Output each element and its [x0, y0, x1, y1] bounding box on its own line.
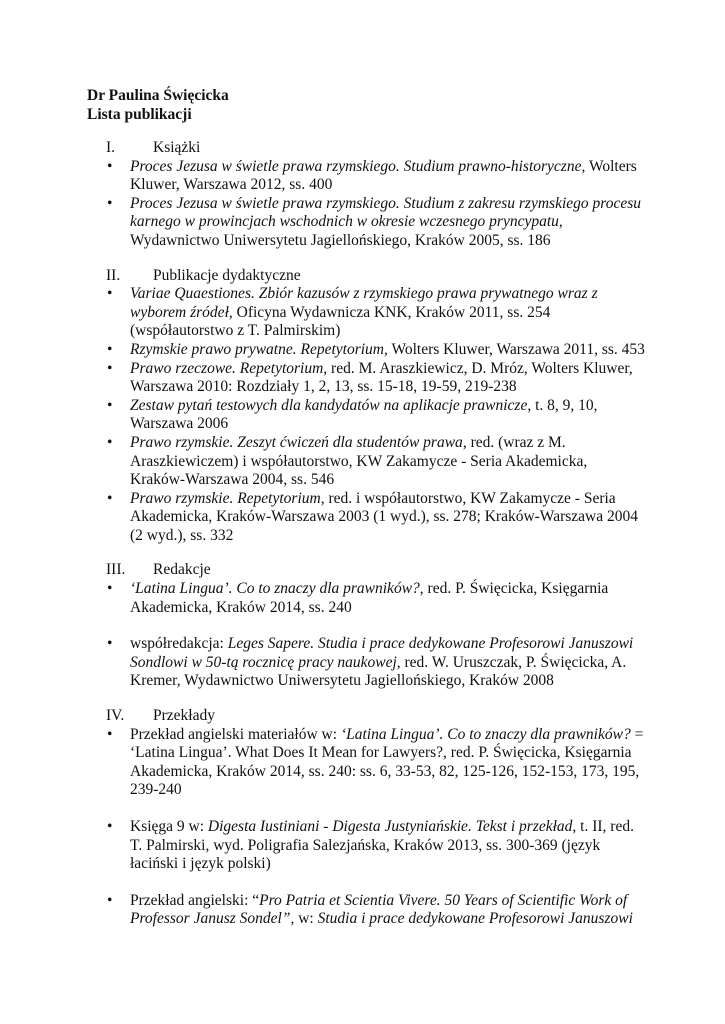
bullet-icon: •: [107, 285, 113, 303]
bullet-icon: •: [107, 818, 113, 835]
publication-item: [106, 580, 646, 617]
citation-text: współredakcja:: [130, 635, 228, 653]
publication-item: [106, 490, 646, 546]
italic-title: Prawo rzymskie. Zeszyt ćwiczeń dla studentów prawa: [130, 433, 463, 451]
section-2: [106, 267, 646, 546]
italic-title: Pro Patria et Scientia Vivere. 50 Years of Scientific Work of Professor Janusz Sondel”: [130, 891, 628, 928]
section-3: [106, 561, 646, 691]
bullet-icon: •: [107, 635, 113, 653]
publication-item: [106, 341, 646, 360]
citation-text: , Wolters Kluwer, Warszawa 2011, ss. 453: [383, 340, 645, 358]
citation-text: , Wolters Kluwer, Warszawa 2012, ss. 400: [130, 157, 637, 194]
publication-items: [106, 285, 646, 545]
section-title: [106, 267, 646, 286]
bullet-icon: •: [107, 580, 113, 598]
section-number: IV.: [106, 707, 125, 725]
citation-text: , w:: [290, 910, 318, 928]
citation-text: Przekład angielski materiałów w:: [130, 725, 341, 743]
publication-list: [106, 139, 646, 945]
publication-items: [106, 580, 646, 691]
section-number: I.: [106, 139, 116, 156]
bullet-icon: •: [107, 359, 113, 377]
publication-items: [106, 158, 646, 251]
section-title-text: Przekłady: [153, 707, 215, 725]
italic-title: Proces Jezusa w świetle prawa rzymskiego. Studium prawno-historyczne: [130, 157, 582, 175]
document-header: [87, 86, 229, 124]
publication-item: [106, 158, 646, 195]
italic-title: Variae Quaestiones. Zbiór kazusów z rzymskiego prawa prywatnego wraz z wyborem źródeł: [130, 285, 598, 321]
italic-title: Prawo rzeczowe. Repetytorium: [130, 359, 324, 377]
publication-item: [106, 726, 646, 800]
publication-item: [106, 397, 646, 434]
section-title: [106, 561, 646, 580]
bullet-icon: •: [107, 340, 113, 358]
citation-text: , t. 8, 9, 10, Warszawa 2006: [130, 396, 598, 433]
section-1: [106, 139, 646, 251]
citation-text: , red. P. Święcicka, Księgarnia Akademicka, Kraków 2014, ss. 240: [130, 580, 609, 616]
citation-text: , t. II, red. T. Palmirski, wyd. Poligrafia Salezjańska, Kraków 2013, ss. 300-369 (język łaciński i język polski): [130, 818, 634, 873]
publication-item: [106, 892, 646, 929]
italic-title: Digesta Iustiniani - Digesta Justyniańskie. Tekst i przekład: [207, 818, 573, 835]
section-number: II.: [106, 266, 121, 284]
section-number: III.: [106, 561, 126, 579]
italic-title: Leges Sapere. Studia i prace dedykowane Profesorowi Januszowi Sondlowi w 50-tą rocznicę pracy naukowej: [130, 635, 634, 671]
author-name: Dr Paulina Święcicka: [87, 87, 229, 104]
section-title: [106, 707, 646, 726]
citation-text: Księga 9 w:: [130, 818, 208, 835]
citation-text: , red. W. Uruszczak, P. Święcicka, A. Kremer, Wydawnictwo Uniwersytetu Jagiellońskiego, Kraków 2008: [130, 653, 627, 690]
bullet-icon: •: [107, 396, 113, 414]
section-4: [106, 707, 646, 929]
bullet-icon: •: [107, 433, 113, 451]
italic-title: Prawo rzymskie. Repetytorium: [130, 489, 321, 507]
italic-title: Proces Jezusa w świetle prawa rzymskiego. Studium z zakresu rzymskiego procesu karnego w prowincjach wschodnich w okresie wczesnego pryncypatu: [130, 194, 642, 231]
bullet-icon: •: [107, 891, 113, 909]
citation-text: , red. M. Araszkiewicz, D. Mróz, Wolters Kluwer, Warszawa 2010: Rozdziały 1, 2, 13, ss. 15-18, 19-59, 219-238: [130, 359, 633, 396]
citation-text: = ‘Latina Lingua’. What Does It Mean for Lawyers?, red. P. Święcicka, Księgarnia Akademicka, Kraków 2014, ss. 240: ss. 6, 33-53, 82, 125-126, 152-153, 173, 195, 239-240: [130, 725, 644, 799]
publication-item: [106, 195, 646, 251]
italic-title: Zestaw pytań testowych dla kandydatów na aplikacje prawnicze: [130, 396, 528, 414]
bullet-icon: •: [107, 725, 113, 743]
citation-text: , Oficyna Wydawnicza KNK, Kraków 2011, ss. 254 (współautorstwo z T. Palmirskim): [130, 303, 551, 340]
section-title-text: Publikacje dydaktyczne: [153, 266, 301, 284]
publication-item: [106, 434, 646, 490]
bullet-icon: •: [107, 194, 113, 212]
section-title: [106, 139, 646, 158]
publication-item: [106, 818, 646, 874]
citation-text: Przekład angielski: “: [130, 891, 260, 909]
citation-text: , Wydawnictwo Uniwersytetu Jagiellońskiego, Kraków 2005, ss. 186: [130, 213, 563, 249]
italic-title: Rzymskie prawo prywatne. Repetytorium: [130, 340, 384, 358]
citation-text: , red. i współautorstwo, KW Zakamycze - Seria Akademicka, Kraków-Warszawa 2003 (1 wyd.), ss. 278; Kraków-Warszawa 2004 (2 wyd.), ss. 332: [130, 489, 638, 544]
italic-title: Studia i prace dedykowane Profesorowi Januszowi: [317, 910, 633, 928]
publication-item: [106, 285, 646, 341]
bullet-icon: •: [107, 157, 113, 175]
section-title-text: Redakcje: [153, 561, 211, 579]
publication-item: [106, 360, 646, 397]
publication-items: [106, 726, 646, 929]
section-title-text: Książki: [153, 139, 201, 156]
publication-item: [106, 635, 646, 691]
bullet-icon: •: [107, 489, 113, 507]
italic-title: ‘Latina Lingua’. Co to znaczy dla prawników?: [130, 580, 420, 598]
document-title: Lista publikacji: [87, 106, 192, 123]
italic-title: ‘Latina Lingua’. Co to znaczy dla prawników?: [340, 725, 631, 743]
citation-text: , red. (wraz z M. Araszkiewiczem) i współautorstwo, KW Zakamycze - Seria Akademicka, Kraków-Warszawa 2004, ss. 546: [130, 433, 588, 489]
